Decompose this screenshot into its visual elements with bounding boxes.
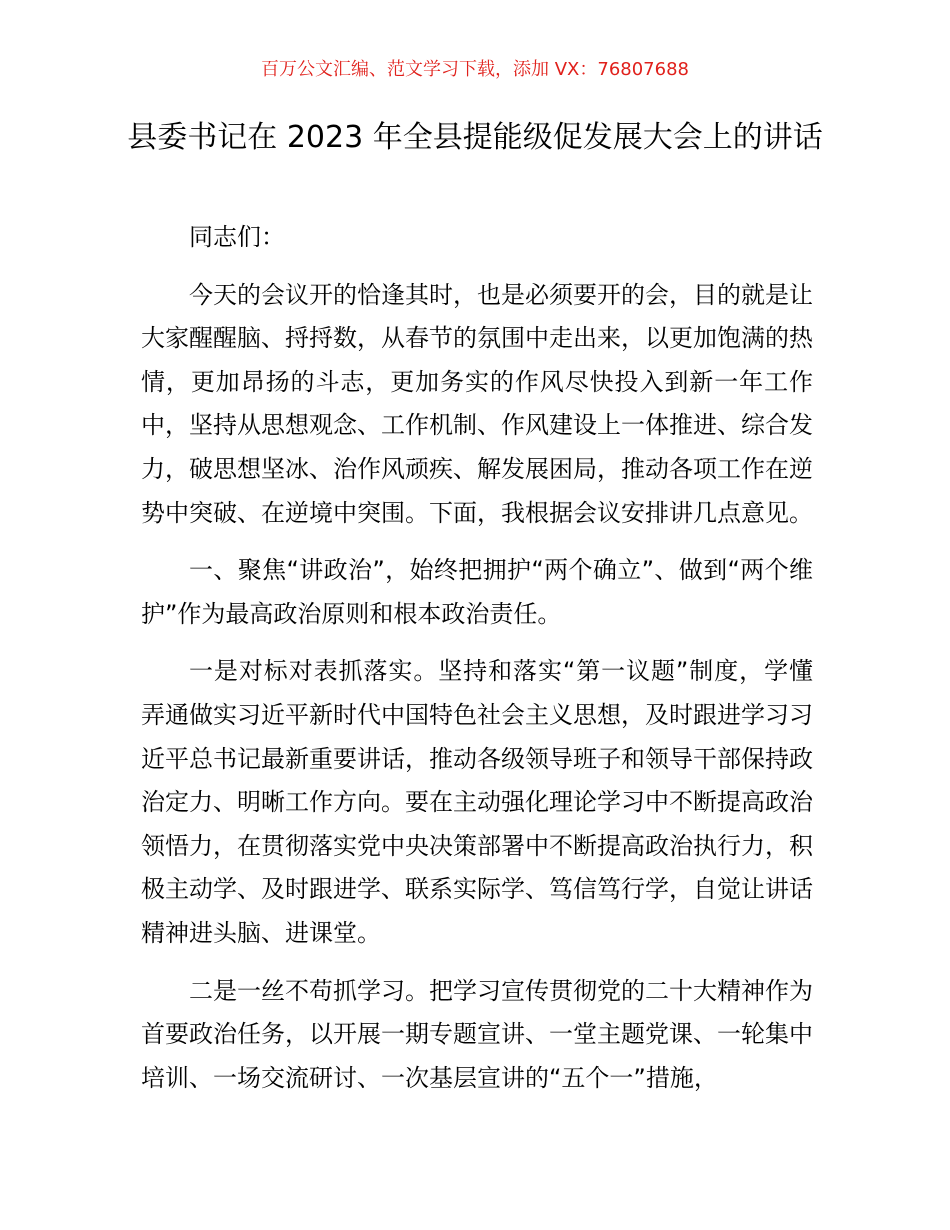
salutation: 同志们： [189,223,285,251]
paragraph-intro: 今天的会议开的恰逢其时，也是必须要开的会，目的就是让大家醒醒脑、捋捋数，从春节的氛围中走出来，以更加饱满的热情，更加昂扬的斗志，更加务实的作风尽快投入到新一年工作中，坚持从思想观念、工作机制、作风建设上一体推进、综合发力，破思想坚冰、治作风顽疾、解发展困局，推动各项工作在逆势中突破、在逆境中突围。下面，我根据会议安排讲几点意见。 [141,280,813,527]
paragraph-section-heading: 一、聚焦“讲政治”，始终把拥护“两个确立”、做到“两个维护”作为最高政治原则和根本政治责任。 [141,556,813,628]
paragraph-point-two: 二是一丝不苟抓学习。把学习宣传贯彻党的二十大精神作为首要政治任务，以开展一期专题宣讲、一堂主题党课、一轮集中培训、一场交流研讨、一次基层宣讲的“五个一”措施， [141,976,813,1092]
paragraph-point-one: 一是对标对表抓落实。坚持和落实“第一议题”制度，学懂弄通做实习近平新时代中国特色社会主义思想，及时跟进学习习近平总书记最新重要讲话，推动各级领导班子和领导干部保持政治定力、明晰工作方向。要在主动强化理论学习中不断提高政治领悟力，在贯彻落实党中央决策部署中不断提高政治执行力，积极主动学、及时跟进学、联系实际学、笃信笃行学，自觉让讲话精神进头脑、进课堂。 [141,657,813,947]
document-body [141,216,813,1114]
header-note: 百万公文汇编、范文学习下载，添加 VX：76807688 [261,59,689,80]
document-title: 县委书记在 2023 年全县提能级促发展大会上的讲话 [127,120,823,155]
